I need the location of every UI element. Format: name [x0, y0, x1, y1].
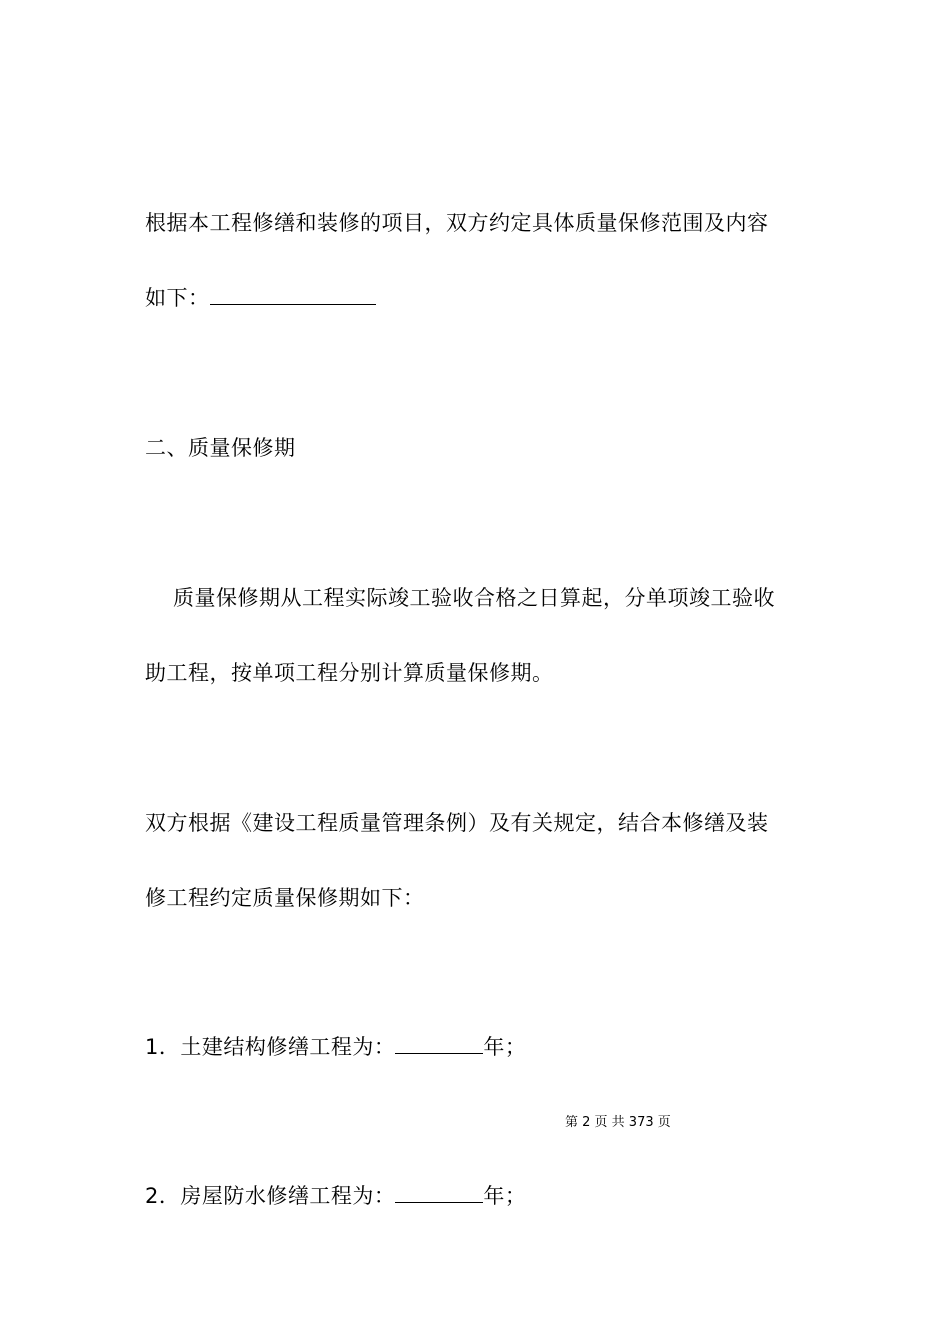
- item1-label: 1．土建结构修缮工程为：: [145, 1035, 396, 1059]
- item1-years-blank: [395, 1033, 483, 1054]
- item2-label: 2．房屋防水修缮工程为：: [145, 1184, 396, 1208]
- paragraph-warranty-start-line-2: 助工程，按单项工程分别计算质量保修期。: [145, 661, 554, 685]
- list-item-waterproofing-repair: [145, 1182, 526, 1210]
- paragraph-agreement-line-1: 双方根据《建设工程质量管理条例）及有关规定，结合本修缮及装: [145, 811, 769, 835]
- scope-blank-field: [210, 284, 376, 305]
- item2-unit: 年；: [483, 1184, 527, 1208]
- item2-years-blank: [395, 1182, 483, 1203]
- paragraph-warranty-start-line-1: 质量保修期从工程实际竣工验收合格之日算起，分单项竣工验收: [173, 586, 775, 610]
- paragraph-agreement-line-2: 修工程约定质量保修期如下：: [145, 886, 425, 910]
- page-number-footer: 第 2 页 共 373 页: [565, 1115, 671, 1130]
- scope-label: 如下：: [145, 286, 210, 310]
- paragraph-scope-line-2: [145, 284, 376, 312]
- list-item-structural-repair: [145, 1033, 526, 1061]
- section-heading-warranty-period: 二、质量保修期: [145, 436, 296, 460]
- paragraph-scope-line-1: 根据本工程修缮和装修的项目，双方约定具体质量保修范围及内容: [145, 211, 769, 235]
- item1-unit: 年；: [483, 1035, 527, 1059]
